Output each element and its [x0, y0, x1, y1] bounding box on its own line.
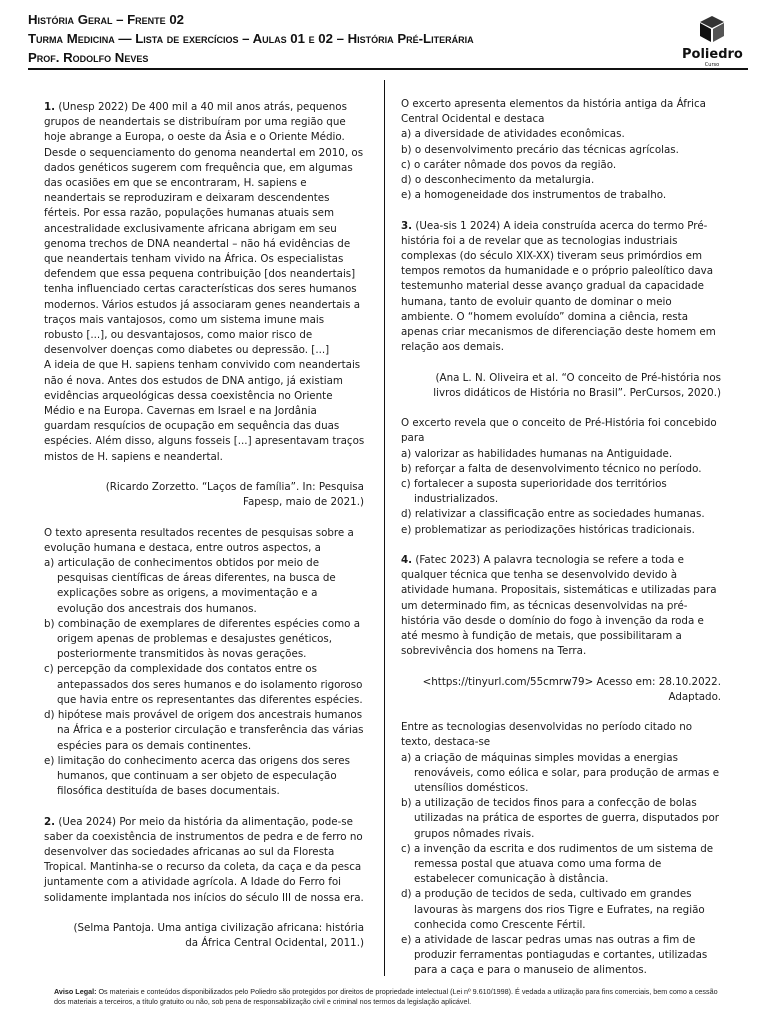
q3-paragraph: [401, 219, 723, 356]
q2-option-d: d) o desconhecimento da metalurgia.: [401, 174, 595, 187]
legal-text: Os materiais e conteúdos disponibilizados pelo Poliedro são protegidos por direitos de propriedade intelectual (Lei nº 9.610/1998). É vedada a utilização para fins comerciais, bem como a cessão dos materiais a terceiros, a título gratuito ou não, sob pena de responsabilização civil e criminal nos termos da legislação aplicável.: [54, 987, 718, 1006]
q2-paragraph: [44, 815, 366, 906]
header-subject: História Geral – Frente 02: [28, 12, 184, 27]
column-divider: [384, 80, 385, 976]
q2-source: (Uea 2024): [58, 815, 117, 828]
q4-option-d: d) a produção de tecidos de seda, cultivado em grandes lavouras às margens dos rios Tigre e Eufrates, na região conhecida como Crescente Fértil.: [401, 888, 705, 931]
header-teacher: Prof. Rodolfo Neves: [28, 50, 149, 65]
q2-option-b: b) o desenvolvimento precário das técnicas agrícolas.: [401, 143, 679, 156]
q4-option-a: a) a criação de máquinas simples movidas a energias renováveis, como eólica e solar, para produção de armas e utensílios domésticos.: [401, 751, 720, 795]
q4-number: 4.: [401, 554, 413, 567]
left-column: [44, 100, 366, 951]
q1-option-a: a) articulação de conhecimentos obtidos por meio de pesquisas científicas de áreas diferentes, na busca de explicações sobre as origens, a movimentação e a evolução dos ancestrais dos humanos.: [44, 557, 336, 615]
q4-option-c: c) a invenção da escrita e dos rudimentos de um sistema de remessa postal que atuava como uma forma de estabelecer comunicação à distância.: [401, 842, 714, 886]
q2-number: 2.: [44, 815, 56, 828]
legal-label: Aviso Legal:: [54, 987, 97, 996]
q2-citation: (Selma Pantoja. Uma antiga civilização africana: história da África Central Ocidental, 2011.): [73, 921, 364, 950]
right-column: [401, 97, 723, 979]
q1-option-d: d) hipótese mais provável de origem dos ancestrais humanos na África e a posterior circulação e transferência das várias espécies para os demais continentes.: [44, 709, 364, 752]
q3-option-a: a) valorizar as habilidades humanas na Antiguidade.: [401, 447, 673, 460]
q3-text: A ideia construída acerca do termo Pré-história foi a de revelar que as tecnologias industriais complexas (do século XIX-XX) tiveram seus primórdios em tempos remotos da humanidade e o próprio paleolítico dava testemunho material desse avanço gradual da capacidade humana, tanto de evoluir quanto de dominar o meio ambiente. O “homem evoluído” domina a ciência, resta apenas criar mecanismos de diferenciação deste homem em relação aos demais.: [401, 219, 716, 354]
q1-stem: O texto apresenta resultados recentes de pesquisas sobre a evolução humana e destaca, entre outros aspectos, a: [44, 526, 354, 554]
q3-option-d: d) relativizar a classificação entre as sociedades humanas.: [401, 508, 705, 521]
q1-paragraph-1: [44, 100, 366, 358]
q4-option-b: b) a utilização de tecidos finos para a confecção de bolas utilizadas na prática de esportes de guerra, disputados por grupos nômades rivais.: [401, 797, 719, 840]
q1-option-b: b) combinação de exemplares de diferentes espécies como a origem apenas de problemas e desajustes genéticos, posteriormente transmitidos às novas gerações.: [44, 617, 361, 661]
q4-option-e: e) a atividade de lascar pedras umas nas outras a fim de produzir ferramentas pontiagudas e cortantes, utilizadas para a caça e para o manuseio de alimentos.: [401, 934, 708, 977]
q3-option-c: c) fortalecer a suposta superioridade dos territórios industrializados.: [401, 478, 667, 506]
logo-sub: Curso: [704, 62, 720, 68]
q3-source: (Uea-sis 1 2024): [415, 219, 501, 232]
header-rule: [28, 68, 748, 70]
q1-source: (Unesp 2022): [58, 101, 129, 113]
q2-option-a: a) a diversidade de atividades econômicas.: [401, 128, 625, 141]
q1-option-c: c) percepção da complexidade dos contatos entre os antepassados dos seres humanos e do isolamento rigoroso que havia entre os representantes das diferentes espécies.: [44, 663, 363, 706]
poliedro-logo: [682, 14, 742, 68]
q1-number: 1.: [44, 101, 56, 113]
q2-option-e: e) a homogeneidade dos instrumentos de trabalho.: [401, 189, 667, 202]
q2-text: Por meio da história da alimentação, pode-se saber da coexistência de instrumentos de pedra e de ferro no desenvolver das sociedades africanas ao sul da Floresta Tropical. Mantinha-se o recurso da coleta, da caça e da pesca juntamente com a atividade agrícola. A Idade do Ferro foi solidamente implantada nos inícios do século III de nossa era.: [44, 815, 364, 904]
cube-logo-icon: [697, 14, 727, 44]
q1-paragraph-2: A ideia de que H. sapiens tenham convivido com neandertais não é nova. Antes dos estudos de DNA antigo, já existiam evidências arqueológicas dessa coexistência no Oriente Médio e na Europa. Cavernas em Israel e na Jordânia guardam resquícios de ocupação em sequência das duas espécies. Além disso, alguns fosseis [...] apresentavam traços mistos de H. sapiens e neandertal.: [44, 359, 365, 463]
q3-stem: O excerto revela que o conceito de Pré-História foi concebido para: [401, 417, 717, 445]
page-header: [28, 10, 748, 68]
q4-source: (Fatec 2023): [415, 554, 481, 567]
q4-text: A palavra tecnologia se refere a toda e qualquer técnica que tenha se desenvolvido devido à atividade humana. Propositais, sistemáticas e utilizadas para um determinado fim, as técnicas desenvolvidas na pré-história vão desde o domínio do fogo à invenção da roda e até mesmo à fundição de metais, que possibilitaram a sobrevivência dos homens na Terra.: [401, 554, 717, 658]
q3-option-b: b) reforçar a falta de desenvolvimento técnico no período.: [401, 462, 702, 475]
q1-citation: (Ricardo Zorzetto. “Laços de família”. In: Pesquisa Fapesp, maio de 2021.): [105, 481, 364, 509]
legal-notice: [54, 987, 718, 1006]
q3-number: 3.: [401, 219, 413, 232]
q2-stem: O excerto apresenta elementos da história antiga da África Central Ocidental e destaca: [401, 98, 706, 126]
q1-option-e: e) limitação do conhecimento acerca das origens dos seres humanos, que continuam a ser objeto de especulação filosófica destituída de bases documentais.: [44, 754, 350, 798]
q4-paragraph: [401, 553, 723, 659]
logo-name: Poliedro: [682, 47, 743, 62]
q3-citation: (Ana L. N. Oliveira et al. “O conceito de Pré-história nos livros didáticos de História no Brasil”. PerCursos, 2020.): [433, 371, 721, 399]
q1-text-1: De 400 mil a 40 mil anos atrás, pequenos grupos de neandertais se distribuíram por uma região que hoje abrange a Europa, o oeste da Ásia e o Oriente Médio. Desde o sequenciamento do genoma neandertal em 2010, os dados genéticos sugerem com frequência que, em algumas das ocasiões em que se encontraram, H. sapiens e neandertais se reproduziram e deixaram descendentes férteis. Por essa razão, populações humanas atuais sem ancestralidade exclusivamente africana abrigam em seu genoma trechos de DNA neandertal – não há evidências de que neandertais tenham vivido na África. Os especialistas defendem que essa pequena contribuição [dos neandertais] tenha influenciado certas características dos seres humanos modernos. Vários estudos já associaram genes neandertais a traços mais vantajosos, como um sistema imune mais robusto [...], ou desvantajosos, como maior risco de desenvolver doenças como diabetes ou depressão. [...]: [44, 101, 364, 357]
q4-stem: Entre as tecnologias desenvolvidas no período citado no texto, destaca-se: [401, 721, 693, 749]
q4-citation: <https://tinyurl.com/55cmrw79> Acesso em: 28.10.2022. Adaptado.: [422, 675, 721, 703]
header-class: Turma Medicina — Lista de exercícios – Aulas 01 e 02 – História Pré-Literária: [28, 31, 474, 46]
q2-option-c: c) o caráter nômade dos povos da região.: [401, 158, 617, 171]
q3-option-e: e) problematizar as periodizações históricas tradicionais.: [401, 523, 695, 536]
